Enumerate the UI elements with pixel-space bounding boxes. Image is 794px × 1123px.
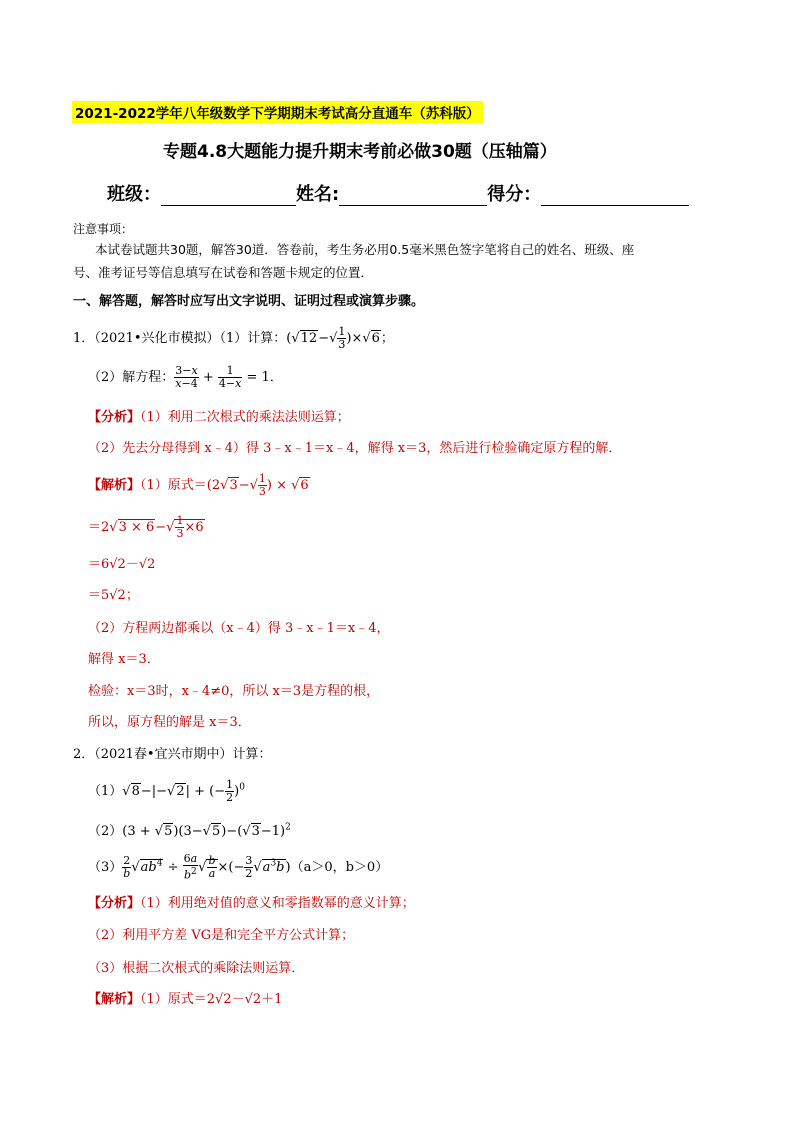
- notice-heading: 注意事项：: [73, 222, 134, 236]
- score-label: 得分：: [487, 184, 542, 205]
- q1-solution-2: （2）方程两边都乘以（x﹣4）得 3﹣x﹣1＝x﹣4，: [88, 621, 390, 636]
- student-info-row: [107, 180, 689, 206]
- q1-part2: （2）解方程： $\frac{3-x}{x-4}$ + $\frac{1}{4-x}$ = 1．: [88, 364, 283, 390]
- class-field[interactable]: [161, 187, 296, 206]
- q1-step-3: ＝6√2－√2: [88, 557, 156, 572]
- q1-solution-5: 所以，原方程的解是 x＝3．: [88, 715, 251, 730]
- score-field[interactable]: [541, 187, 689, 206]
- name-label: 姓名:: [296, 184, 340, 205]
- q2-part-1: （1）√8−|−√2| + (− $\frac{1}{2}$ )$^0$: [88, 778, 245, 804]
- q2-part-3: （3） $\frac{2}{b}$ $√ab^4$ ÷ $\frac{6a}{b^2}$ √ $\frac{b}{a}$ ×(− $\frac{3}{2}$ $√a^3b)(a>0$，b＞0）: [88, 852, 389, 882]
- series-banner: 2021-2022学年八年级数学下学期期末考试高分直通车（苏科版）: [72, 101, 483, 123]
- q1-step-2: ＝2√3 × 6−√ $\frac{1}{3}$ ×6: [88, 514, 204, 540]
- class-label: 班级：: [107, 184, 161, 205]
- q1-solution-4: 检验：x＝3时，x﹣4≠0，所以 x＝3是方程的根，: [88, 684, 380, 699]
- q2-analysis-3: （3）根据二次根式的乘除法则运算．: [88, 961, 305, 976]
- notice-line-1: 本试卷试题共30题，解答30道．答卷前，考生务必用0.5毫米黑色签字笔将自己的姓名、班级、座: [95, 242, 635, 257]
- q1-stem: 1．（2021•兴化市模拟）（1）计算：(√12−√ $\frac{1}{3}$ )×√6；: [73, 325, 394, 351]
- q2-solution-1: 【解析】（1）原式＝2√2－√2＋1: [88, 992, 283, 1007]
- notice-line-2: 号、准考证号等信息填写在试卷和答题卡规定的位置．: [73, 265, 374, 280]
- q1-analysis-1: 【分析】（1）利用二次根式的乘法法则运算；: [88, 410, 350, 425]
- q2-analysis-2: （2）利用平方差 VG是和完全平方公式计算；: [88, 928, 355, 943]
- name-field[interactable]: [339, 187, 487, 206]
- q1-solution-1: 【解析】（1）原式＝(2√3−√ $\frac{1}{3}$ ) × √6: [88, 472, 309, 498]
- q2-part-2: $(2)(3 + √5)(3-√5)-(√3-1)^2$: [88, 822, 291, 839]
- page-title: 专题4.8大题能力提升期末考前必做30题（压轴篇）: [163, 142, 557, 162]
- q1-solution-3: 解得 x＝3．: [88, 652, 160, 667]
- q1-step-4: ＝5√2；: [88, 588, 139, 603]
- q2-analysis-1: 【分析】（1）利用绝对值的意义和零指数幂的意义计算；: [88, 896, 415, 911]
- q1-analysis-2: （2）先去分母得到 x﹣4）得 3﹣x﹣1＝x﹣4，解得 x＝3，然后进行检验确定原方程的解．: [88, 441, 622, 456]
- q2-stem: 2．（2021春•宜兴市期中）计算：: [73, 747, 272, 762]
- section-heading: 一、解答题，解答时应写出文字说明、证明过程或演算步骤。: [73, 294, 425, 309]
